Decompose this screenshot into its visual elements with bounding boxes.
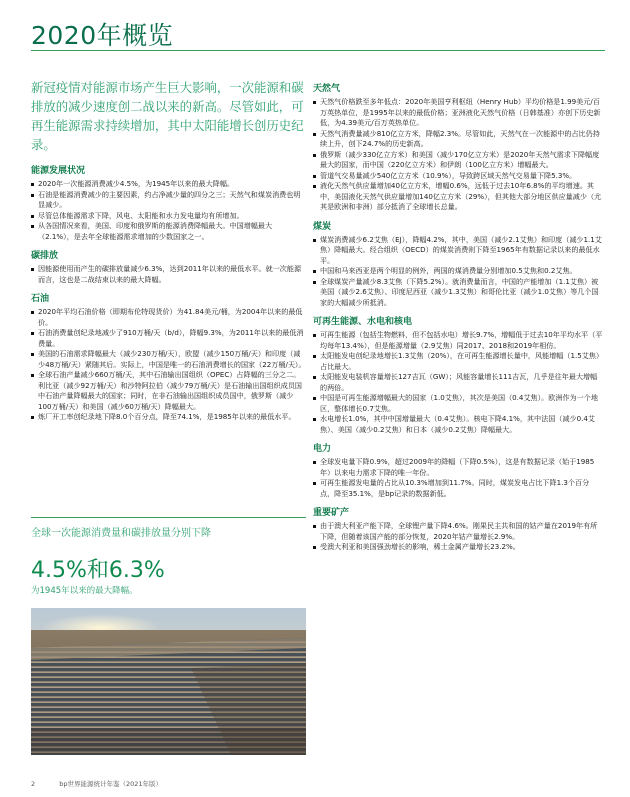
list-item: 2020年平均石油价格（即期布伦特现货价）为41.84美元/桶，为2004年以来的最低价。 bbox=[31, 307, 306, 328]
list-item: 可再生能源（包括生物燃料，但不包括水电）增长9.7%，增幅低于过去10年平均水平（平均每年13.4%），但是能源增量（2.9艾焦）同2017、2018和2019年相仿。 bbox=[313, 330, 603, 351]
section-heading-oil: 石油 bbox=[31, 294, 50, 304]
footer-publication: bp世界能源统计年鉴（2021年版） bbox=[59, 780, 163, 788]
list-oil bbox=[31, 307, 306, 423]
section-heading-gas: 天然气 bbox=[313, 84, 341, 94]
list-item: 液化天然气供应量增加40亿立方米，增幅0.6%，远低于过去10年6.8%的平均增速。其中，美国液化天然气供应量增加140亿立方米（29%），但其他大部分地区供应量减少（尤其是欧洲和非洲）部分抵消了全球增长总量。 bbox=[313, 181, 603, 213]
list-minerals bbox=[313, 521, 603, 553]
list-item: 美国的石油需求降幅最大（减少230万桶/天），欧盟（减少150万桶/天）和印度（减少48万桶/天）紧随其后。实际上，中国是唯一的石油消费增长的国家（22万桶/天）。 bbox=[31, 349, 306, 370]
list-item: 全球石油产量减少660万桶/天，其中石油输出国组织（OPEC）占降幅的三分之二。利比亚（减少92万桶/天）和沙特阿拉伯（减少79万桶/天）是石油输出国组织成员国中石油产量降幅最大的国家；同时，在非石油输出国组织成员国中，俄罗斯（减少100万桶/天）和美国（减少60万桶/天）降幅最大。 bbox=[31, 370, 306, 412]
list-item: 太阳能发电装机容量增长127吉瓦（GW）；风能容量增长111吉瓦，几乎是往年最大增幅的两倍。 bbox=[313, 372, 603, 393]
list-item: 中国是可再生能源增幅最大的国家（1.0艾焦），其次是美国（0.4艾焦）。欧洲作为一个地区，整体增长0.7艾焦。 bbox=[313, 393, 603, 414]
list-item: 全球发电量下降0.9%，超过2009年的降幅（下降0.5%），这是有数据记录（始于1985年）以来电力需求下降的唯一年份。 bbox=[313, 457, 603, 478]
section-heading-power: 电力 bbox=[313, 444, 332, 454]
list-energy bbox=[31, 179, 306, 242]
right-column bbox=[313, 81, 603, 559]
list-renewables bbox=[313, 330, 603, 435]
list-item: 煤炭消费减少6.2艾焦（EJ），降幅4.2%，其中，美国（减少2.1艾焦）和印度（减少1.1艾焦）降幅最大。经合组织（OECD）的煤炭消费则下降至1965年有数据记录以来的最低水平。 bbox=[313, 235, 603, 267]
list-item: 炼厂开工率创纪录地下降8.0个百分点，降至74.1%，是1985年以来的最低水平。 bbox=[31, 412, 306, 423]
list-item: 全球煤炭产量减少8.3艾焦（下降5.2%）。就消费量而言，中国的产能增加（1.1艾焦）被美国（减少2.6艾焦）、印度尼西亚（减少1.3艾焦）和哥伦比亚（减少1.0艾焦）等几个国家的大幅减少所抵消。 bbox=[313, 277, 603, 309]
title-divider bbox=[31, 50, 605, 51]
page-title: 2020年概览 bbox=[31, 21, 174, 50]
list-power bbox=[313, 457, 603, 499]
list-item: 中国和马来西亚是两个明显的例外，两国的煤消费量分别增加0.5艾焦和0.2艾焦。 bbox=[313, 266, 603, 277]
highlight-figure: 4.5%和6.3% bbox=[31, 558, 165, 583]
section-heading-energy: 能源发展状况 bbox=[31, 166, 86, 176]
page-footer bbox=[31, 779, 162, 788]
list-gas bbox=[313, 97, 603, 213]
list-coal bbox=[313, 235, 603, 309]
section-heading-renewables: 可再生能源、水电和核电 bbox=[313, 317, 413, 327]
left-column bbox=[31, 163, 306, 429]
list-item: 尽管总体能源需求下降，风电、太阳能和水力发电量均有所增加。 bbox=[31, 211, 306, 222]
list-item: 天然气价格跌至多年低点：2020年美国亨利枢纽（Henry Hub）平均价格是1.99美元/百万英热单位，是1995年以来的最低价格；亚洲液化天然气价格（日韩基准）亦创下历史新低，为4.39美元/百万英热单位。 bbox=[313, 97, 603, 129]
list-item: 因能源使用而产生的碳排放量减少6.3%，达到2011年以来的最低水平。就一次能源而言，这也是二战结束以来的最大降幅。 bbox=[31, 264, 306, 285]
highlight-divider bbox=[31, 517, 306, 518]
section-heading-carbon: 碳排放 bbox=[31, 251, 59, 261]
list-item: 俄罗斯（减少330亿立方米）和美国（减少170亿立方米）是2020年天然气需求下降幅度最大的国家，而中国（220亿立方米）和伊朗（100亿立方米）增幅最大。 bbox=[313, 150, 603, 171]
list-item: 可再生能源发电量的占比从10.3%增加到11.7%。同时，煤炭发电占比下降1.3个百分点，降至35.1%，是bp记录的数据新低。 bbox=[313, 478, 603, 499]
highlight-note: 为1945年以来的最大降幅。 bbox=[31, 586, 138, 596]
section-heading-minerals: 重要矿产 bbox=[313, 508, 350, 518]
list-item: 受澳大利亚和美国强劲增长的影响，稀土金属产量增长23.2%。 bbox=[313, 542, 603, 553]
intro-paragraph: 新冠疫情对能源市场产生巨大影响，一次能源和碳排放的减少速度创二战以来的新高。尽管如此，可再生能源需求持续增加，其中太阳能增长创历史纪录。 bbox=[31, 80, 304, 152]
list-item: 太阳能发电创纪录地增长1.3艾焦（20%），在可再生能源增长量中，风能增幅（1.5艾焦）占比最大。 bbox=[313, 351, 603, 372]
list-item: 水电增长1.0%，其中中国增量最大（0.4艾焦）。核电下降4.1%，其中法国（减少0.4艾焦）、美国（减少0.2艾焦）和日本（减少0.2艾焦）降幅最大。 bbox=[313, 414, 603, 435]
list-item: 从各国情况来看，美国、印度和俄罗斯的能源消费降幅最大。中国增幅最大（2.1%），是去年全球能源需求增加的少数国家之一。 bbox=[31, 221, 306, 242]
page-number: 2 bbox=[31, 780, 36, 788]
list-item: 由于澳大利亚产能下降，全球锂产量下降4.6%。刚果民主共和国的钴产量在2019年有所下降，但随着该国产能的部分恢复，2020年钴产量增长2.9%。 bbox=[313, 521, 603, 542]
list-item: 天然气消费量减少810亿立方米，降幅2.3%。尽管如此，天然气在一次能源中的占比仍持续上升，创下24.7%的历史新高。 bbox=[313, 129, 603, 150]
solar-farm-photo bbox=[31, 608, 306, 755]
list-carbon bbox=[31, 264, 306, 285]
list-item: 2020年一次能源消费减少4.5%，为1945年以来的最大降幅。 bbox=[31, 179, 306, 190]
list-item: 管道气交易量减少540亿立方米（10.9%），导致跨区域天然气交易量下降5.3%。 bbox=[313, 171, 603, 182]
list-item: 石油消费量创纪录地减少了910万桶/天（b/d），降幅9.3%，为2011年以来的最低消费量。 bbox=[31, 328, 306, 349]
list-item: 石油是能源消费减少的主要因素，约占净减少量的四分之三；天然气和煤炭消费也明显减少。 bbox=[31, 190, 306, 211]
highlight-subtitle: 全球一次能源消费量和碳排放量分别下降 bbox=[31, 528, 211, 539]
section-heading-coal: 煤炭 bbox=[313, 221, 332, 232]
